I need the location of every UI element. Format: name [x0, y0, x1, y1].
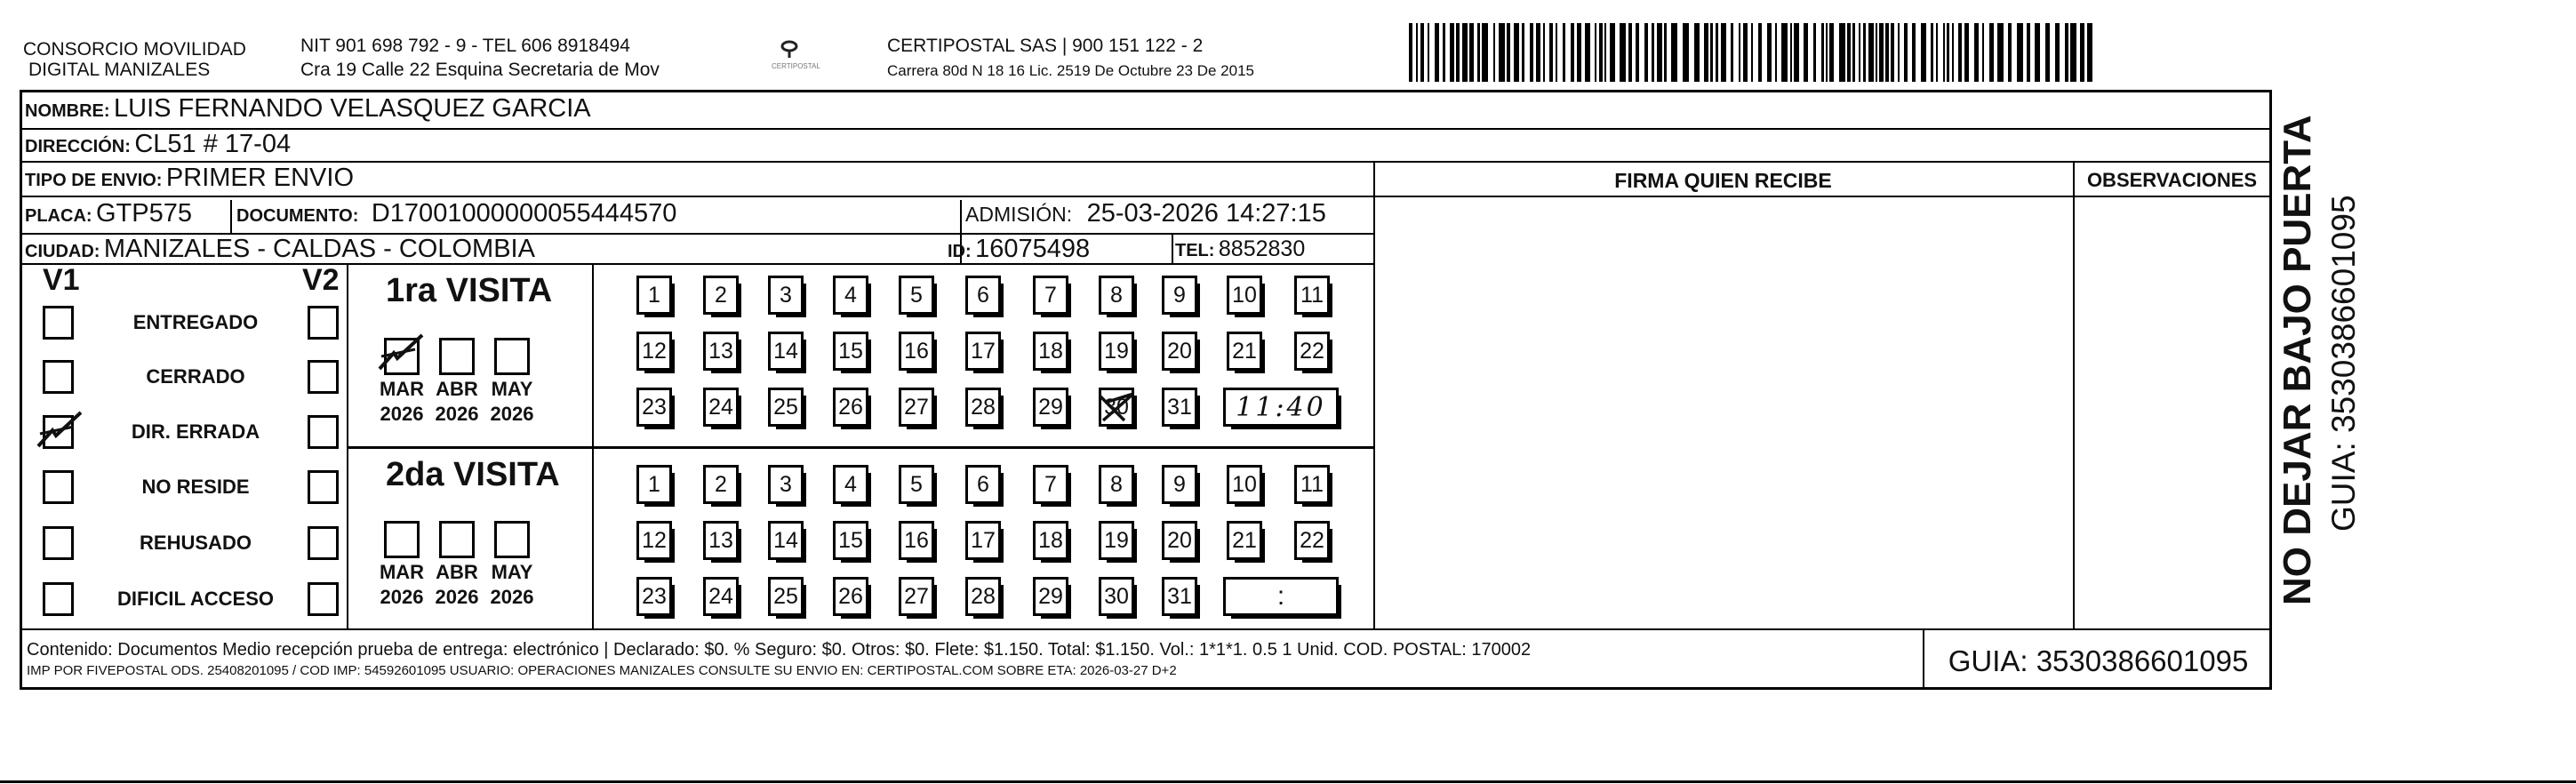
- day-box[interactable]: 3: [768, 276, 804, 315]
- day-box[interactable]: 17: [965, 332, 1001, 371]
- month-name: MAR: [379, 378, 425, 400]
- month-label: [484, 560, 540, 610]
- day-box[interactable]: 19: [1099, 332, 1134, 371]
- day-box[interactable]: 1: [636, 276, 672, 315]
- observaciones-header: OBSERVACIONES: [2086, 169, 2258, 191]
- month-year: 2026: [380, 586, 424, 608]
- month-checkbox[interactable]: [439, 521, 475, 558]
- day-box[interactable]: 6: [965, 276, 1001, 315]
- ciudad-label: CIUDAD:: [25, 242, 100, 261]
- company-nit: NIT 901 698 792 - 9 - TEL 606 8918494: [300, 36, 630, 56]
- day-box[interactable]: 28: [965, 388, 1001, 427]
- day-box[interactable]: 20: [1162, 521, 1197, 560]
- day-box[interactable]: 18: [1033, 521, 1068, 560]
- footer-guia: GUIA: 3530386601095: [1948, 644, 2249, 677]
- day-box[interactable]: 27: [899, 577, 934, 616]
- documento-field: [236, 199, 676, 228]
- month-label: [374, 560, 429, 610]
- month-name: MAY: [491, 561, 533, 583]
- month-checkbox[interactable]: [494, 338, 530, 375]
- v1-checkbox[interactable]: [43, 582, 74, 616]
- month-year: 2026: [380, 403, 424, 425]
- day-box[interactable]: 5: [899, 465, 934, 504]
- v2-checkbox[interactable]: [308, 526, 339, 560]
- day-box[interactable]: 2: [703, 465, 739, 504]
- day-box[interactable]: 19: [1099, 521, 1134, 560]
- day-box[interactable]: 15: [833, 521, 868, 560]
- status-label: ENTREGADO: [132, 311, 259, 333]
- status-label: DIR. ERRADA: [131, 420, 260, 443]
- side-guia: GUIA: 3530386601095: [2325, 195, 2362, 532]
- nombre-value: LUIS FERNANDO VELASQUEZ GARCIA: [114, 94, 591, 123]
- day-box[interactable]: 21: [1227, 521, 1262, 560]
- id-label: ID:: [948, 242, 972, 261]
- day-box[interactable]: 12: [636, 332, 672, 371]
- v2-checkbox[interactable]: [308, 415, 339, 449]
- day-box[interactable]: 1: [636, 465, 672, 504]
- v1-checkbox[interactable]: [43, 470, 74, 504]
- v2-checkbox[interactable]: [308, 582, 339, 616]
- company-address: Cra 19 Calle 22 Esquina Secretaria de Mov: [300, 60, 660, 80]
- tel-label: TEL:: [1175, 241, 1215, 260]
- day-box[interactable]: 25: [768, 577, 804, 616]
- v2-checkbox[interactable]: [308, 306, 339, 340]
- v1-checkbox[interactable]: [43, 415, 74, 449]
- day-box[interactable]: 5: [899, 276, 934, 315]
- day-box[interactable]: 9: [1162, 276, 1197, 315]
- status-label: CERRADO: [146, 365, 245, 388]
- day-box[interactable]: 11: [1294, 276, 1330, 315]
- courier-logo: [772, 39, 820, 70]
- courier-logo-text: CERTIPOSTAL: [772, 62, 820, 70]
- day-box[interactable]: 20: [1162, 332, 1197, 371]
- courier-info-line2: Carrera 80d N 18 16 Lic. 2519 De Octubre 23 De 2015: [887, 62, 1254, 79]
- day-box[interactable]: 8: [1099, 276, 1134, 315]
- footer-content: Contenido: Documentos Medio recepción prueba de entrega: electrónico | Declarado: $0. % Seguro: $0. Otros: $0. Flete: $1.150. Total: $1.150. Vol.: 1*1*1. 0.5 1 Unid. COD. POSTAL: 170002: [27, 640, 1532, 660]
- day-box[interactable]: 7: [1033, 465, 1068, 504]
- v1-checkbox[interactable]: [43, 526, 74, 560]
- status-label: DIFICIL ACCESO: [116, 588, 274, 610]
- day-box[interactable]: 10: [1227, 465, 1262, 504]
- day-box[interactable]: 9: [1162, 465, 1197, 504]
- check-mark-icon: [35, 411, 88, 452]
- month-label: [374, 377, 429, 427]
- admision-value: 25-03-2026 14:27:15: [1086, 199, 1326, 228]
- day-box[interactable]: 15: [833, 332, 868, 371]
- day-box[interactable]: 25: [768, 388, 804, 427]
- admision-label: ADMISIÓN:: [965, 203, 1073, 226]
- direccion-label: DIRECCIÓN:: [25, 137, 131, 156]
- day-box[interactable]: 10: [1227, 276, 1262, 315]
- no-dejar-bajo-puerta: NO DEJAR BAJO PUERTA: [2276, 115, 2319, 605]
- v1-checkbox[interactable]: [43, 306, 74, 340]
- day-box[interactable]: 13: [703, 332, 739, 371]
- barcode: [1409, 23, 2098, 82]
- second-visit-title: 2da VISITA: [386, 456, 560, 493]
- first-visit-title: 1ra VISITA: [386, 272, 553, 309]
- nombre-label: NOMBRE:: [25, 101, 110, 121]
- check-mark-icon: [376, 333, 429, 374]
- day-box[interactable]: 31: [1162, 388, 1197, 427]
- day-box[interactable]: 26: [833, 388, 868, 427]
- month-name: MAY: [491, 378, 533, 400]
- day-box[interactable]: 16: [899, 332, 934, 371]
- company-name-line1: CONSORCIO MOVILIDAD: [23, 39, 246, 60]
- documento-value: D17001000000055444570: [371, 199, 677, 228]
- month-name: ABR: [436, 378, 478, 400]
- day-box[interactable]: 4: [833, 465, 868, 504]
- courier-info-line1: CERTIPOSTAL SAS | 900 151 122 - 2: [887, 36, 1204, 56]
- id-value: 16075498: [975, 235, 1091, 263]
- day-box[interactable]: 22: [1294, 521, 1330, 560]
- month-year: 2026: [435, 403, 479, 425]
- day-box[interactable]: 22: [1294, 332, 1330, 371]
- month-checkbox[interactable]: [384, 521, 420, 558]
- documento-label: DOCUMENTO:: [236, 206, 359, 226]
- month-year: 2026: [435, 586, 479, 608]
- tipo-envio-field: [25, 164, 354, 193]
- direccion-field: [25, 130, 291, 159]
- day-box[interactable]: 17: [965, 521, 1001, 560]
- day-box[interactable]: 23: [636, 577, 672, 616]
- status-label: NO RESIDE: [141, 476, 250, 498]
- v1-checkbox[interactable]: [43, 360, 74, 394]
- v2-label: V2: [302, 263, 340, 297]
- day-box[interactable]: 29: [1033, 388, 1068, 427]
- tipo-envio-label: TIPO DE ENVIO:: [25, 171, 163, 190]
- tel-field: [1175, 236, 1305, 262]
- day-box[interactable]: 27: [899, 388, 934, 427]
- month-checkbox[interactable]: [384, 338, 420, 375]
- day-box[interactable]: 29: [1033, 577, 1068, 616]
- day-box[interactable]: 11: [1294, 465, 1330, 504]
- month-checkbox[interactable]: [439, 338, 475, 375]
- month-label: [484, 377, 540, 427]
- month-year: 2026: [490, 586, 534, 608]
- day-box[interactable]: 21: [1227, 332, 1262, 371]
- v2-checkbox[interactable]: [308, 470, 339, 504]
- day-box[interactable]: 26: [833, 577, 868, 616]
- month-label: [429, 377, 484, 427]
- footer-imp: IMP POR FIVEPOSTAL ODS. 25408201095 / COD IMP: 54592601095 USUARIO: OPERACIONES MANIZALES CONSULTE SU ENVIO EN: CERTIPOSTAL.COM SOBRE ETA: 2026-03-27 D+2: [27, 663, 1177, 678]
- day-box[interactable]: 14: [768, 332, 804, 371]
- courier-logo-icon: [773, 39, 805, 59]
- day-mark-icon: [1098, 390, 1137, 426]
- placa-value: GTP575: [96, 199, 192, 228]
- month-year: 2026: [490, 403, 534, 425]
- day-box[interactable]: 24: [703, 388, 739, 427]
- admision-field: [965, 199, 1326, 228]
- status-label: REHUSADO: [140, 532, 252, 554]
- month-label: [429, 560, 484, 610]
- id-field: [948, 235, 1090, 264]
- ciudad-value: MANIZALES - CALDAS - COLOMBIA: [103, 235, 535, 263]
- time-box[interactable]: 11:40: [1223, 388, 1339, 427]
- cut-line: [0, 780, 2576, 783]
- direccion-value: CL51 # 17-04: [134, 130, 292, 158]
- day-box[interactable]: 16: [899, 521, 934, 560]
- day-box[interactable]: 4: [833, 276, 868, 315]
- day-box[interactable]: 13: [703, 521, 739, 560]
- day-box[interactable]: 30: [1099, 577, 1134, 616]
- day-box[interactable]: 3: [768, 465, 804, 504]
- placa-label: PLACA:: [25, 206, 92, 226]
- company-name-line2: DIGITAL MANIZALES: [28, 60, 211, 80]
- day-box[interactable]: 14: [768, 521, 804, 560]
- day-box[interactable]: 7: [1033, 276, 1068, 315]
- day-box[interactable]: 31: [1162, 577, 1197, 616]
- day-box[interactable]: 18: [1033, 332, 1068, 371]
- firma-header: FIRMA QUIEN RECIBE: [1614, 169, 1832, 192]
- month-name: MAR: [379, 561, 425, 583]
- v2-checkbox[interactable]: [308, 360, 339, 394]
- day-box[interactable]: 8: [1099, 465, 1134, 504]
- day-box[interactable]: 30: [1099, 388, 1134, 427]
- month-name: ABR: [436, 561, 478, 583]
- placa-field: [25, 199, 192, 228]
- day-box[interactable]: 2: [703, 276, 739, 315]
- nombre-field: [25, 94, 591, 124]
- day-box[interactable]: 6: [965, 465, 1001, 504]
- tipo-envio-value: PRIMER ENVIO: [165, 164, 355, 192]
- ciudad-field: [25, 235, 535, 264]
- v1-label: V1: [43, 263, 80, 297]
- day-box[interactable]: 23: [636, 388, 672, 427]
- day-box[interactable]: 24: [703, 577, 739, 616]
- day-box[interactable]: 28: [965, 577, 1001, 616]
- time-box[interactable]: :: [1223, 577, 1339, 616]
- tel-value: 8852830: [1218, 236, 1306, 261]
- month-checkbox[interactable]: [494, 521, 530, 558]
- day-box[interactable]: 12: [636, 521, 672, 560]
